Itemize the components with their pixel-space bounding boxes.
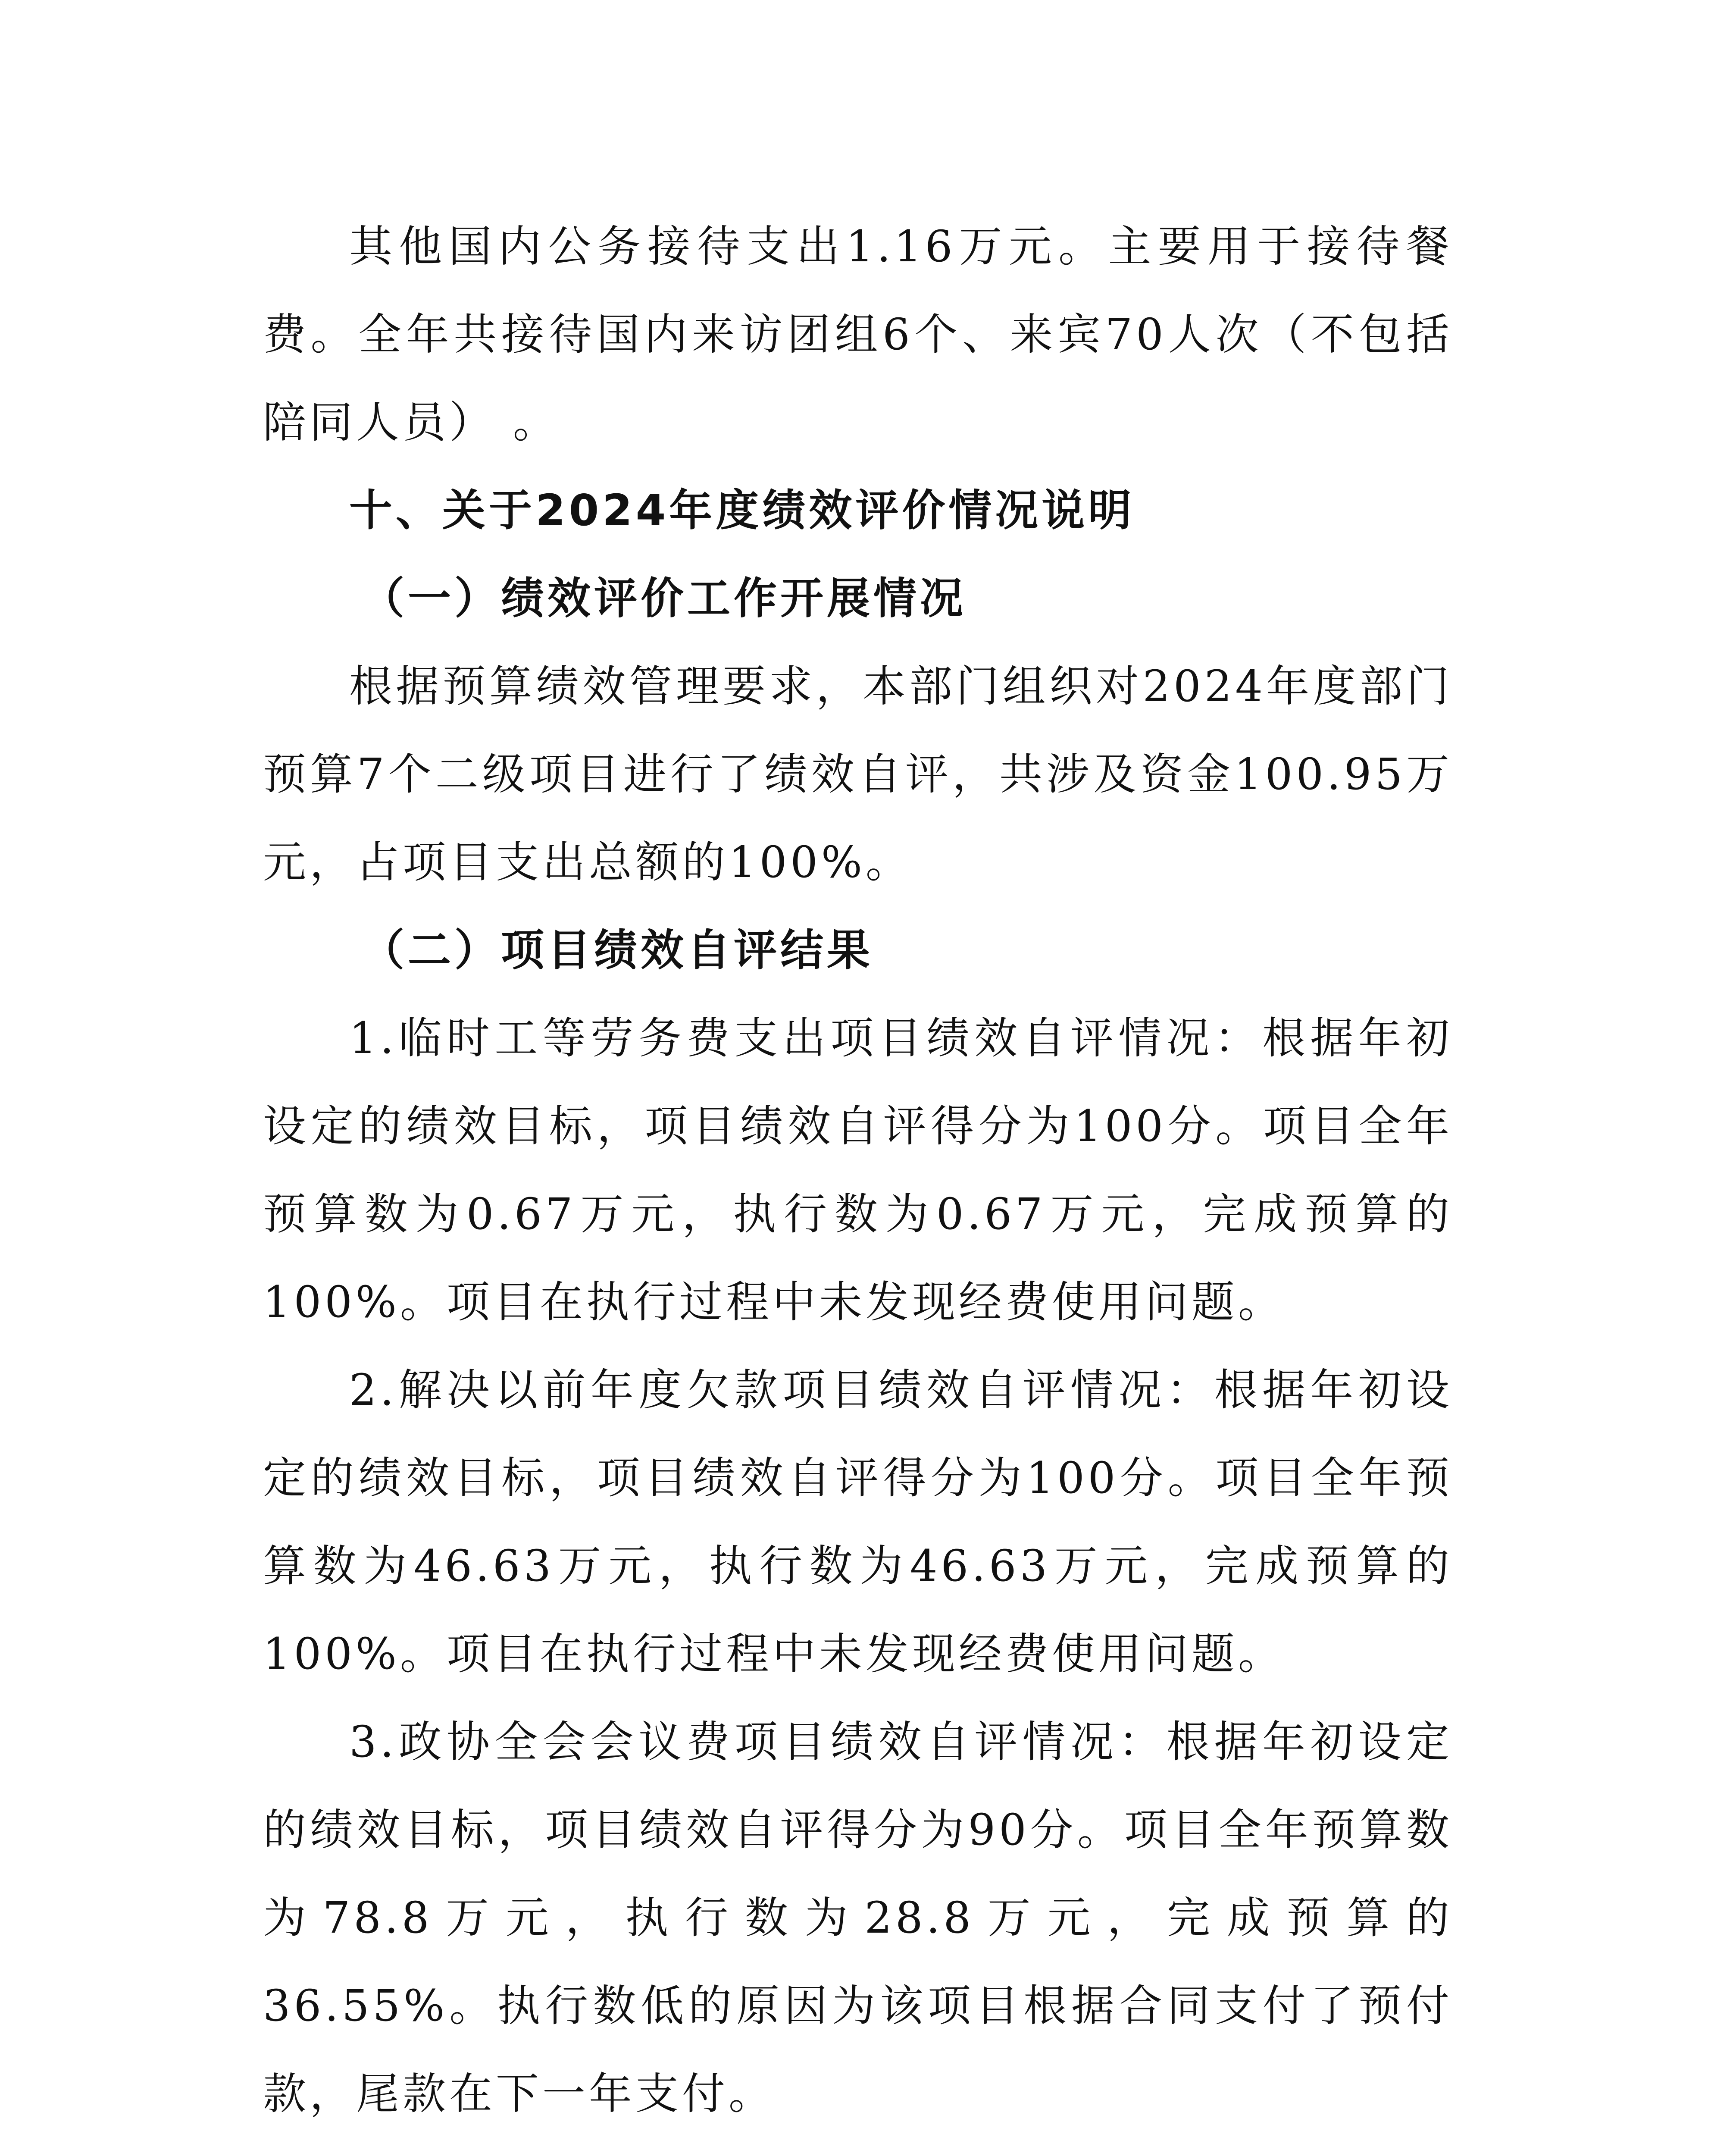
- list-item-plenary-meeting-fees: 3.政协全会会议费项目绩效自评情况：根据年初设定的绩效目标，项目绩效自评得分为90分。项目全年预算数为78.8万元，执行数为28.8万元，完成预算的36.55%。执行数低的原因为该项目根据合同支付了预付款，尾款在下一年支付。: [263, 1717, 1453, 2119]
- subsection-heading-self-evaluation-results: （二）项目绩效自评结果: [361, 925, 873, 975]
- section-heading: 十、关于2024年度绩效评价情况说明: [349, 485, 1135, 536]
- paragraph-evaluation-overview: 根据预算绩效管理要求，本部门组织对2024年度部门预算7个二级项目进行了绩效自评，共涉及资金100.95万元，占项目支出总额的100%。: [263, 661, 1453, 887]
- list-item-labor-fees: 1.临时工等劳务费支出项目绩效自评情况：根据年初设定的绩效目标，项目绩效自评得分为100分。项目全年预算数为0.67万元，执行数为0.67万元，完成预算的100%。项目在执行过程中未发现经费使用问题。: [263, 1013, 1453, 1327]
- body-text: [263, 203, 1453, 2156]
- subsection-heading-evaluation-work: （一）绩效评价工作开展情况: [361, 573, 967, 624]
- list-item-network-maintenance-fees: [263, 2138, 1453, 2156]
- paragraph-reception-expenses: 其他国内公务接待支出1.16万元。主要用于接待餐费。全年共接待国内来访团组6个、来宾70人次（不包括陪同人员） 。: [263, 221, 1453, 448]
- list-item-prior-year-debts: 2.解决以前年度欠款项目绩效自评情况：根据年初设定的绩效目标，项目绩效自评得分为100分。项目全年预算数为46.63万元，执行数为46.63万元，完成预算的100%。项目在执行过程中未发现经费使用问题。: [263, 1365, 1453, 1679]
